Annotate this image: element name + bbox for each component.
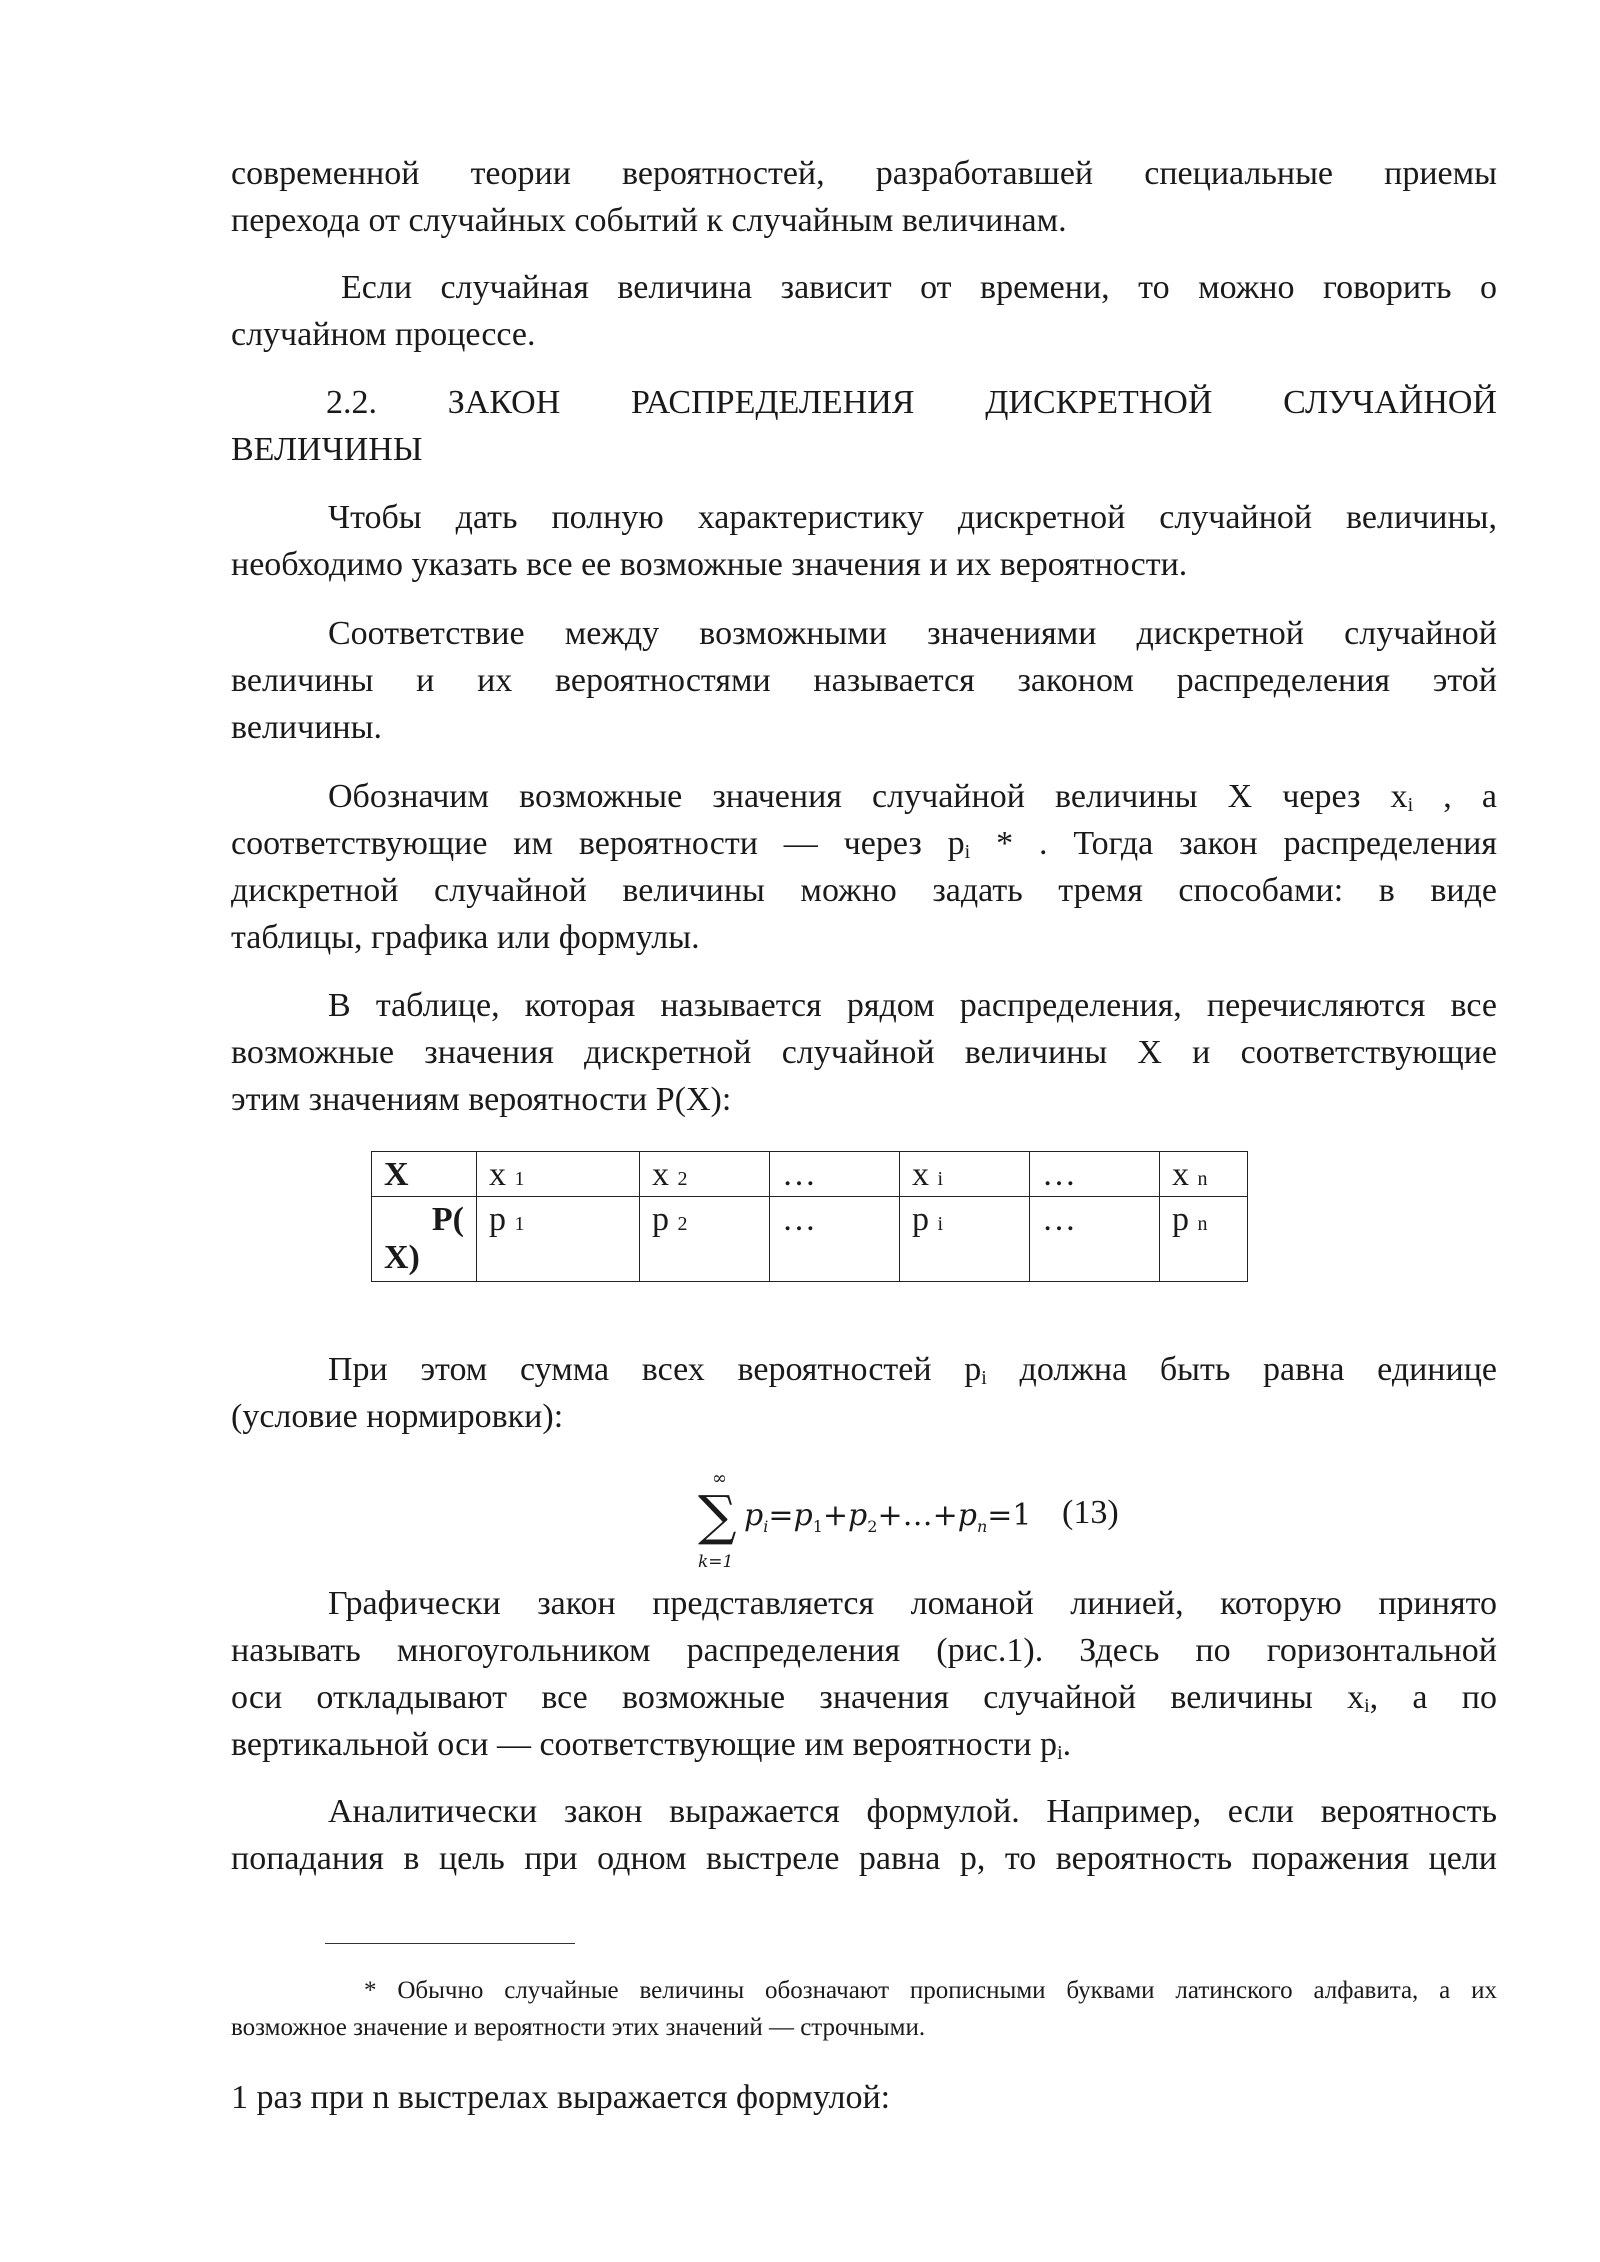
text-line: При этом сумма всех вероятностей $p_i$ должна быть равна единице	[328, 1351, 1497, 1389]
heading-line: ВЕЛИЧИНЫ	[231, 431, 423, 468]
paragraph	[231, 150, 1497, 244]
paragraph	[231, 773, 1497, 961]
paragraph	[231, 1580, 1497, 1768]
table-row	[372, 1197, 1248, 1282]
paragraph	[231, 1788, 1497, 1882]
paragraph	[231, 264, 1497, 358]
text-line: Обозначим возможные значения случайной величины X через $x_i$ , а	[328, 778, 1497, 816]
heading-line: 2.2. ЗАКОН РАСПРЕДЕЛЕНИЯ ДИСКРЕТНОЙ СЛУЧАЙНОЙ	[326, 384, 1497, 421]
text-line: возможные значения дискретной случайной величины X и соответствующие	[231, 1034, 1497, 1071]
text-line: называть многоугольником распределения (рис.1). Здесь по горизонтальной	[231, 1632, 1497, 1669]
paragraph	[231, 2074, 1497, 2121]
text-line: вертикальной оси — соответствующие им вероятности $p_i$.	[231, 1726, 1072, 1764]
normalization-formula	[690, 1468, 1150, 1588]
table-cell: …	[770, 1152, 900, 1197]
sigma-symbol: ∑	[698, 1484, 737, 1547]
text-line: перехода от случайных событий к случайным величинам.	[231, 202, 1067, 239]
footnote-line: возможное значение и вероятности этих значений — строчными.	[231, 2014, 926, 2041]
text-line: необходимо указать все ее возможные значения и их вероятности.	[231, 546, 1188, 583]
text-line: 1 раз при n выстрелах выражается формулой:	[231, 2079, 891, 2116]
text-line: Графически закон представляется ломаной линией, которую принято	[328, 1585, 1497, 1622]
footnote-line: * Обычно случайные величины обозначают прописными буквами латинского алфавита, а их	[364, 1977, 1497, 2004]
text-line: оси откладывают все возможные значения случайной величины $x_i$, а по	[231, 1679, 1497, 1717]
table-cell: …	[770, 1197, 900, 1282]
table-cell: p n	[1160, 1197, 1248, 1282]
table-cell: p i	[900, 1197, 1030, 1282]
sum-lower-limit: k=1	[698, 1552, 734, 1572]
footnote-separator	[325, 1943, 575, 1944]
paragraph	[231, 982, 1497, 1123]
sum-upper-limit: ∞	[712, 1468, 727, 1489]
text-line: соответствующие им вероятности — через $p_i$ * . Тогда закон распределения	[231, 825, 1498, 863]
equation-number: (13)	[1062, 1494, 1119, 1531]
table-row	[372, 1152, 1248, 1197]
text-line: величины.	[231, 709, 382, 746]
text-line: В таблице, которая называется рядом распределения, перечисляются все	[328, 987, 1497, 1024]
text-line: величины и их вероятностями называется законом распределения этой	[231, 662, 1497, 699]
table-header-cell: P( X)	[372, 1197, 477, 1282]
text-line: Аналитически закон выражается формулой. Например, если вероятность	[328, 1793, 1497, 1830]
text-line: этим значениям вероятности P(X):	[231, 1081, 732, 1118]
distribution-table	[371, 1151, 1248, 1282]
text-line: таблицы, графика или формулы.	[231, 919, 700, 956]
table-header-cell: X	[372, 1152, 477, 1197]
text-line: Если случайная величина зависит от времени, то можно говорить о	[341, 269, 1497, 306]
table-cell: x 1	[477, 1152, 640, 1197]
paragraph	[231, 610, 1497, 751]
text-line: современной теории вероятностей, разработавшей специальные приемы	[231, 155, 1497, 192]
table-cell: …	[1030, 1152, 1160, 1197]
text-line: (условие нормировки):	[231, 1398, 564, 1435]
text-line: случайном процессе.	[231, 316, 536, 353]
table-cell: x 2	[640, 1152, 770, 1197]
text-line: Соответствие между возможными значениями дискретной случайной	[328, 615, 1497, 652]
text-line: дискретной случайной величины можно задать тремя способами: в виде	[231, 872, 1497, 909]
formula-expression: $p_i=p_1+p_2+\dots+p_n=1$	[744, 1498, 1032, 1536]
paragraph	[231, 494, 1497, 588]
table-cell: x i	[900, 1152, 1030, 1197]
footnote	[231, 1972, 1497, 2046]
table-cell: p 1	[477, 1197, 640, 1282]
text-line: попадания в цель при одном выстреле равна p, то вероятность поражения цели	[231, 1840, 1497, 1877]
table-cell: p 2	[640, 1197, 770, 1282]
text-line: Чтобы дать полную характеристику дискретной случайной величины,	[328, 499, 1497, 536]
section-heading	[231, 379, 1497, 473]
table-cell: …	[1030, 1197, 1160, 1282]
table-cell: x n	[1160, 1152, 1248, 1197]
paragraph	[231, 1346, 1497, 1440]
